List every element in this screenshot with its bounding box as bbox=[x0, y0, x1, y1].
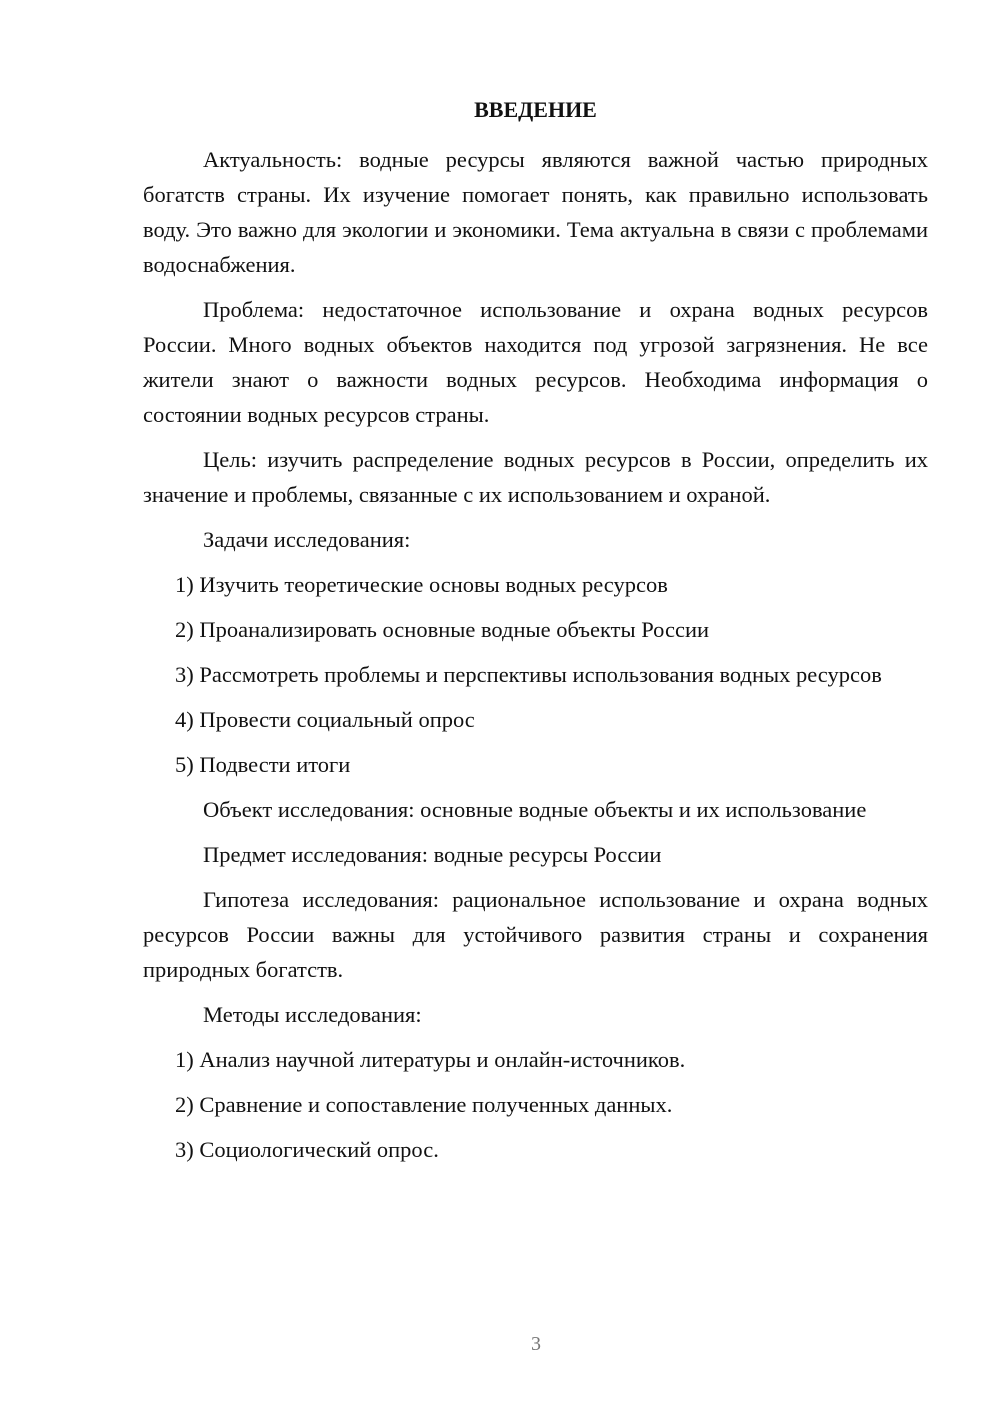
task-item: 4) Провести социальный опрос bbox=[175, 707, 475, 732]
relevance-paragraph: Актуальность: водные ресурсы являются важной частью природных богатств страны. Их изучение помогает понять, как правильно использовать воду. Это важно для экологии и экономики. Тема актуальна в связи с проблемами водоснабжения. bbox=[143, 147, 928, 277]
task-item: 2) Проанализировать основные водные объекты России bbox=[175, 617, 710, 642]
problem-paragraph: Проблема: недостаточное использование и охрана водных ресурсов России. Много водных объектов находится под угрозой загрязнения. Не все жители знают о важности водных ресурсов. Необходима информация о состоянии водных ресурсов страны. bbox=[143, 297, 928, 427]
task-item: 5) Подвести итоги bbox=[175, 752, 351, 777]
section-heading: ВВЕДЕНИЕ bbox=[474, 97, 597, 122]
tasks-title: Задачи исследования: bbox=[203, 527, 411, 552]
hypothesis-paragraph: Гипотеза исследования: рациональное использование и охрана водных ресурсов России важны для устойчивого развития страны и сохранения природных богатств. bbox=[143, 887, 928, 982]
methods-title: Методы исследования: bbox=[203, 1002, 422, 1027]
goal-paragraph: Цель: изучить распределение водных ресурсов в России, определить их значение и проблемы, связанные с их использованием и охраной. bbox=[143, 447, 928, 507]
method-item: 2) Сравнение и сопоставление полученных данных. bbox=[175, 1092, 673, 1117]
object-paragraph: Объект исследования: основные водные объекты и их использование bbox=[203, 797, 867, 822]
method-item: 3) Социологический опрос. bbox=[175, 1137, 439, 1162]
page-number: 3 bbox=[531, 1333, 541, 1355]
task-item: 3) Рассмотреть проблемы и перспективы использования водных ресурсов bbox=[175, 662, 882, 687]
subject-paragraph: Предмет исследования: водные ресурсы России bbox=[203, 842, 662, 867]
task-item: 1) Изучить теоретические основы водных ресурсов bbox=[175, 572, 668, 597]
method-item: 1) Анализ научной литературы и онлайн-источников. bbox=[175, 1047, 686, 1072]
document-body bbox=[143, 94, 928, 1177]
